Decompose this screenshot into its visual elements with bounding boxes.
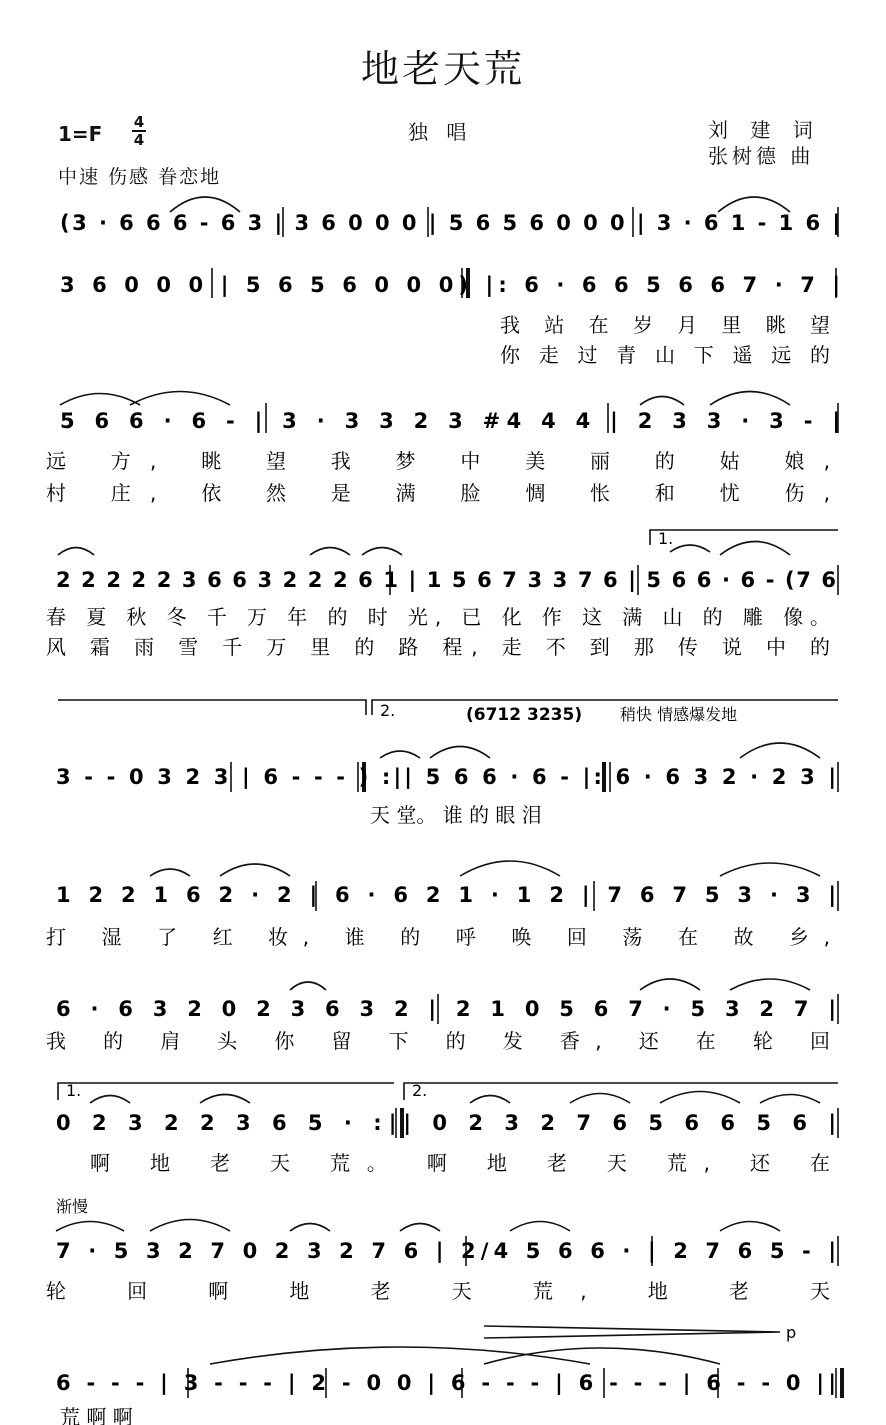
slur (730, 979, 810, 990)
slur (310, 548, 350, 556)
tempo-marking: 中速 伤感 眷恋地 (58, 166, 222, 188)
slur (720, 1222, 780, 1232)
notation-row-4: 2 2 2 2 2 3 6 6 3 2 2 2 6 1 | 1 5 6 7 3 3 7 6 | 5 6 6 · 6 - (7 6 (56, 568, 837, 592)
performance-type: 独 唱 (408, 120, 473, 144)
time-numerator: 4 (133, 113, 145, 131)
slur (130, 392, 230, 406)
slur (720, 863, 820, 876)
slur (210, 1347, 590, 1364)
lyrics-row-2-verse-1: 我 站 在 岁 月 里 眺 望 (500, 313, 830, 337)
volta-label-2: 2. (412, 1081, 428, 1100)
slur (760, 1095, 820, 1104)
lyricist-credit: 刘 建 词 (708, 118, 821, 142)
decrescendo-hairpin (484, 1326, 780, 1338)
notation-row-7: 6 · 6 3 2 0 2 3 6 3 2 | 2 1 0 5 6 7 · 5 3 2 7 | (56, 997, 836, 1021)
volta-bracket-line (58, 700, 366, 715)
lyrics-row-3-verse-2: 村 庄, 依 然 是 满 脸 惆 怅 和 忧 伤, (46, 481, 831, 505)
slur (460, 861, 560, 876)
volta-label-1: 1. (66, 1081, 82, 1100)
slur (670, 545, 710, 552)
slur (90, 1096, 130, 1104)
slur (290, 982, 326, 990)
lyrics-row-9: 轮 回 啊 地 老 天 荒, 地 老 天 (46, 1279, 830, 1303)
slur (640, 979, 700, 990)
volta-bracket-2 (372, 700, 838, 715)
slur (60, 394, 140, 406)
slur (58, 548, 94, 556)
slur (720, 542, 790, 556)
notation-row-6: 1 2 2 1 6 2 · 2 | 6 · 6 2 1 · 1 2 | 7 6 7 5 3 · 3 | (56, 883, 836, 907)
slur (740, 743, 820, 758)
slur (484, 1348, 720, 1364)
slur (380, 751, 420, 758)
composer-credit: 张树德 曲 (708, 144, 815, 168)
slur (640, 397, 684, 406)
slur (290, 1224, 330, 1232)
slur (710, 392, 790, 406)
volta-label-2: 2. (380, 701, 396, 720)
lyrics-row-3-verse-1: 远 方, 眺 望 我 梦 中 美 丽 的 姑 娘, (46, 449, 831, 473)
lyrics-row-10: 荒 啊 啊 (60, 1405, 133, 1425)
slur (362, 548, 402, 556)
notation-row-2: 3 6 0 0 0 | 5 6 5 6 0 0 0) |: 6 · 6 6 5 6 6 7 · 7 | (60, 273, 841, 297)
lyrics-row-8: 啊 地 老 天 荒。 啊 地 老 天 荒, 还 在 (90, 1151, 830, 1175)
lyrics-row-5: 天 堂。 谁 的 眼 泪 (370, 803, 542, 827)
time-denominator: 4 (133, 131, 145, 149)
notation-row-10: 6 - - - | 3 - - - | 2 - 0 0 | 6 - - - | 6 - - - | 6 - - 0 || (56, 1371, 837, 1395)
slur (510, 1222, 570, 1232)
slur (220, 864, 290, 876)
slur (470, 1096, 510, 1104)
slur (570, 1094, 630, 1104)
lyrics-row-4-verse-2: 风 霜 雨 雪 千 万 里 的 路 程, 走 不 到 那 传 说 中 的 (46, 635, 830, 659)
volta-bracket-1 (58, 1083, 394, 1100)
lyrics-row-6: 打 湿 了 红 妆, 谁 的 呼 唤 回 荡 在 故 乡, (46, 925, 830, 949)
volta-label-1: 1. (658, 529, 674, 548)
slur (430, 747, 490, 759)
notation-row-1: (3 · 6 6 6 - 6 3 | 3 6 0 0 0 | 5 6 5 6 0 0 0 | 3 · 6 1 - 1 6 | (60, 211, 840, 235)
notation-row-8: 0 2 3 2 2 3 6 5 · :|| 0 2 3 2 7 6 5 6 6 5 6 | (56, 1111, 836, 1135)
tempo-change-marking: 稍快 情感爆发地 (620, 705, 738, 724)
slur (200, 1095, 250, 1104)
slur (56, 1222, 124, 1232)
slur (170, 197, 240, 212)
slur (400, 1224, 440, 1232)
lyrics-row-7: 我 的 肩 头 你 留 下 的 发 香, 还 在 轮 回 (46, 1029, 830, 1053)
slur (150, 1220, 230, 1232)
lyrics-row-2-verse-2: 你 走 过 青 山 下 遥 远 的 (500, 343, 830, 367)
notation-row-9: 7 · 5 3 2 7 0 2 3 2 7 6 | 2/4 5 6 6 · | 2 7 6 5 - | (56, 1239, 837, 1263)
song-title: 地老天荒 (360, 47, 525, 91)
key-signature: 1=F (58, 122, 103, 146)
lyrics-row-4-verse-1: 春 夏 秋 冬 千 万 年 的 时 光, 已 化 作 这 满 山 的 雕 像。 (46, 605, 831, 629)
slur (150, 869, 190, 876)
dynamic-marking: p (786, 1323, 797, 1342)
notation-row-5: 3 - - 0 3 2 3 | 6 - - - ) :|| 5 6 6 · 6 - |: 6 · 6 3 2 · 2 3 | (56, 765, 836, 789)
notation-row-3: 5 6 6 · 6 - | 3 · 3 3 2 3 #4 4 4 | 2 3 3 · 3 - | (60, 409, 840, 433)
slur (660, 1092, 740, 1104)
slur (718, 197, 790, 212)
bridge-intro-notes: (6712 3235) (466, 705, 583, 725)
ritardando-marking: 渐慢 (56, 1197, 89, 1216)
